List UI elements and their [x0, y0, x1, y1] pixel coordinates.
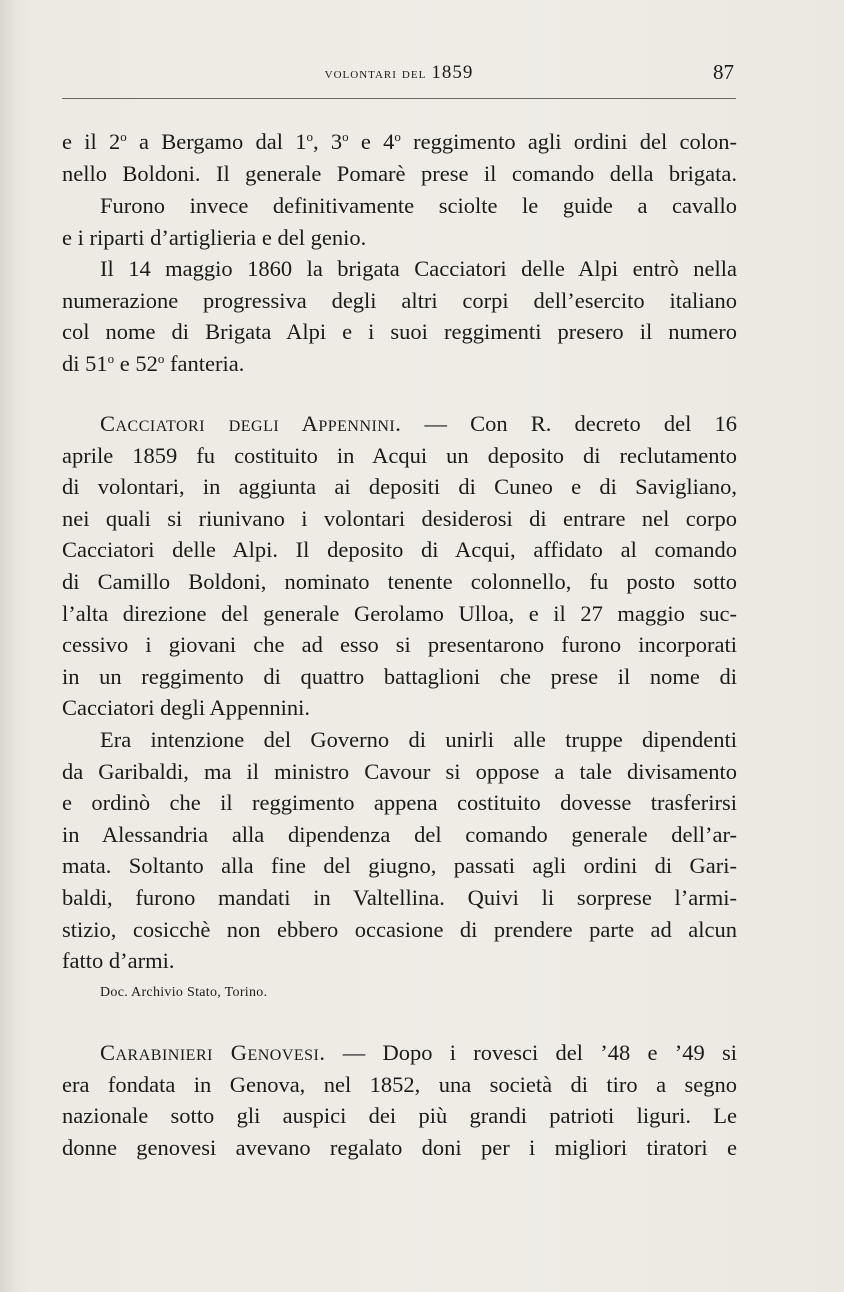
text-line: nazionale sotto gli auspici dei più grandi patrioti liguri. Le	[62, 1103, 737, 1129]
ordinal-sup: o	[107, 350, 115, 366]
text-run: — Dopo i rovesci del ’48 e ’49 si	[325, 1040, 737, 1065]
text-line: in un reggimento di quattro battaglioni che prese il nome di	[62, 663, 737, 689]
section-heading: Cacciatori degli Appennini.	[100, 411, 402, 436]
text-line: nello Boldoni. Il generale Pomarè prese il comando della brigata.	[62, 160, 737, 186]
text-run: e 52	[114, 350, 158, 376]
paragraph	[62, 253, 737, 379]
text-line: Cacciatori delle Alpi. Il deposito di Acqui, affidato al comando	[62, 537, 737, 563]
text-line: mata. Soltanto alla fine del giugno, passati agli ordini di Gari-	[62, 853, 737, 879]
text-line: da Garibaldi, ma il ministro Cavour si oppose a tale divisamento	[62, 758, 737, 784]
text-line	[62, 1037, 737, 1069]
text-line: baldi, furono mandati in Valtellina. Quivi li sorprese l’armi-	[62, 884, 737, 910]
header-rule	[62, 98, 736, 99]
text-line: numerazione progressiva degli altri corpi dell’esercito italiano	[62, 287, 737, 313]
text-run: e il 2	[62, 129, 121, 154]
text-line: nei quali si riunivano i volontari desiderosi di entrare nel corpo	[62, 505, 737, 531]
source-note: Doc. Archivio Stato, Torino.	[100, 985, 268, 1000]
paragraph-continuation	[62, 126, 737, 189]
text-line: di volontari, in aggiunta ai depositi di Cuneo e di Savigliano,	[62, 474, 737, 500]
page-header	[62, 62, 736, 92]
text-line: Il 14 maggio 1860 la brigata Cacciatori delle Alpi entrò nella	[100, 256, 737, 281]
text-line: l’alta direzione del generale Gerolamo Ulloa, e il 27 maggio suc-	[62, 600, 737, 626]
ordinal-sup: o	[120, 129, 127, 144]
text-line: col nome di Brigata Alpi e i suoi reggimenti presero il numero	[62, 319, 737, 345]
paragraph	[62, 724, 737, 977]
text-run: di 51	[62, 350, 108, 376]
paragraph	[62, 190, 737, 253]
text-line	[62, 408, 737, 440]
text-line: e i riparti d’artiglieria e del genio.	[62, 224, 367, 250]
text-run: — Con R. decreto del 16	[401, 411, 737, 436]
text-line: Era intenzione del Governo di unirli alle truppe dipendenti	[100, 727, 737, 752]
text-run: fanteria.	[164, 350, 245, 376]
text-line: stizio, cosicchè non ebbero occasione di prendere parte ad alcun	[62, 916, 737, 942]
text-line: aprile 1859 fu costituito in Acqui un deposito di reclutamento	[62, 442, 737, 468]
text-line: cessivo i giovani che ad esso si presentarono furono incorporati	[62, 632, 737, 658]
text-run: reggimento agli ordini del colon-	[400, 129, 737, 154]
ordinal-sup: o	[157, 350, 165, 366]
text-run: , 3	[313, 129, 343, 154]
section-heading: Carabinieri Genovesi.	[100, 1040, 326, 1065]
text-run: e 4	[348, 129, 395, 154]
section-carabinieri-genovesi	[62, 1037, 737, 1163]
text-line: era fondata in Genova, nel 1852, una società di tiro a segno	[62, 1071, 737, 1097]
running-title-text: volontari del	[324, 65, 427, 82]
text-run: a Bergamo dal 1	[126, 129, 307, 154]
text-line: di Camillo Boldoni, nominato tenente colonnello, fu posto sotto	[62, 568, 737, 594]
section-cacciatori-appennini	[62, 408, 737, 724]
ordinal-sup: o	[306, 129, 313, 144]
text-line: e ordinò che il reggimento appena costituito dovesse trasferirsi	[62, 790, 737, 816]
text-line	[62, 348, 737, 380]
running-title-year: 1859	[431, 62, 474, 83]
text-line: donne genovesi avevano regalato doni per i migliori tiratori e	[62, 1134, 737, 1160]
text-line: Cacciatori degli Appennini.	[62, 695, 311, 721]
ordinal-sup: o	[394, 129, 401, 144]
ordinal-sup: o	[342, 129, 349, 144]
text-line: Furono invece definitivamente sciolte le guide a cavallo	[100, 193, 737, 218]
running-title	[62, 62, 736, 84]
text-line	[62, 126, 737, 158]
text-line: fatto d’armi.	[62, 948, 175, 974]
page-number: 87	[713, 60, 734, 84]
text-line: in Alessandria alla dipendenza del comando generale dell’ar-	[62, 821, 737, 847]
